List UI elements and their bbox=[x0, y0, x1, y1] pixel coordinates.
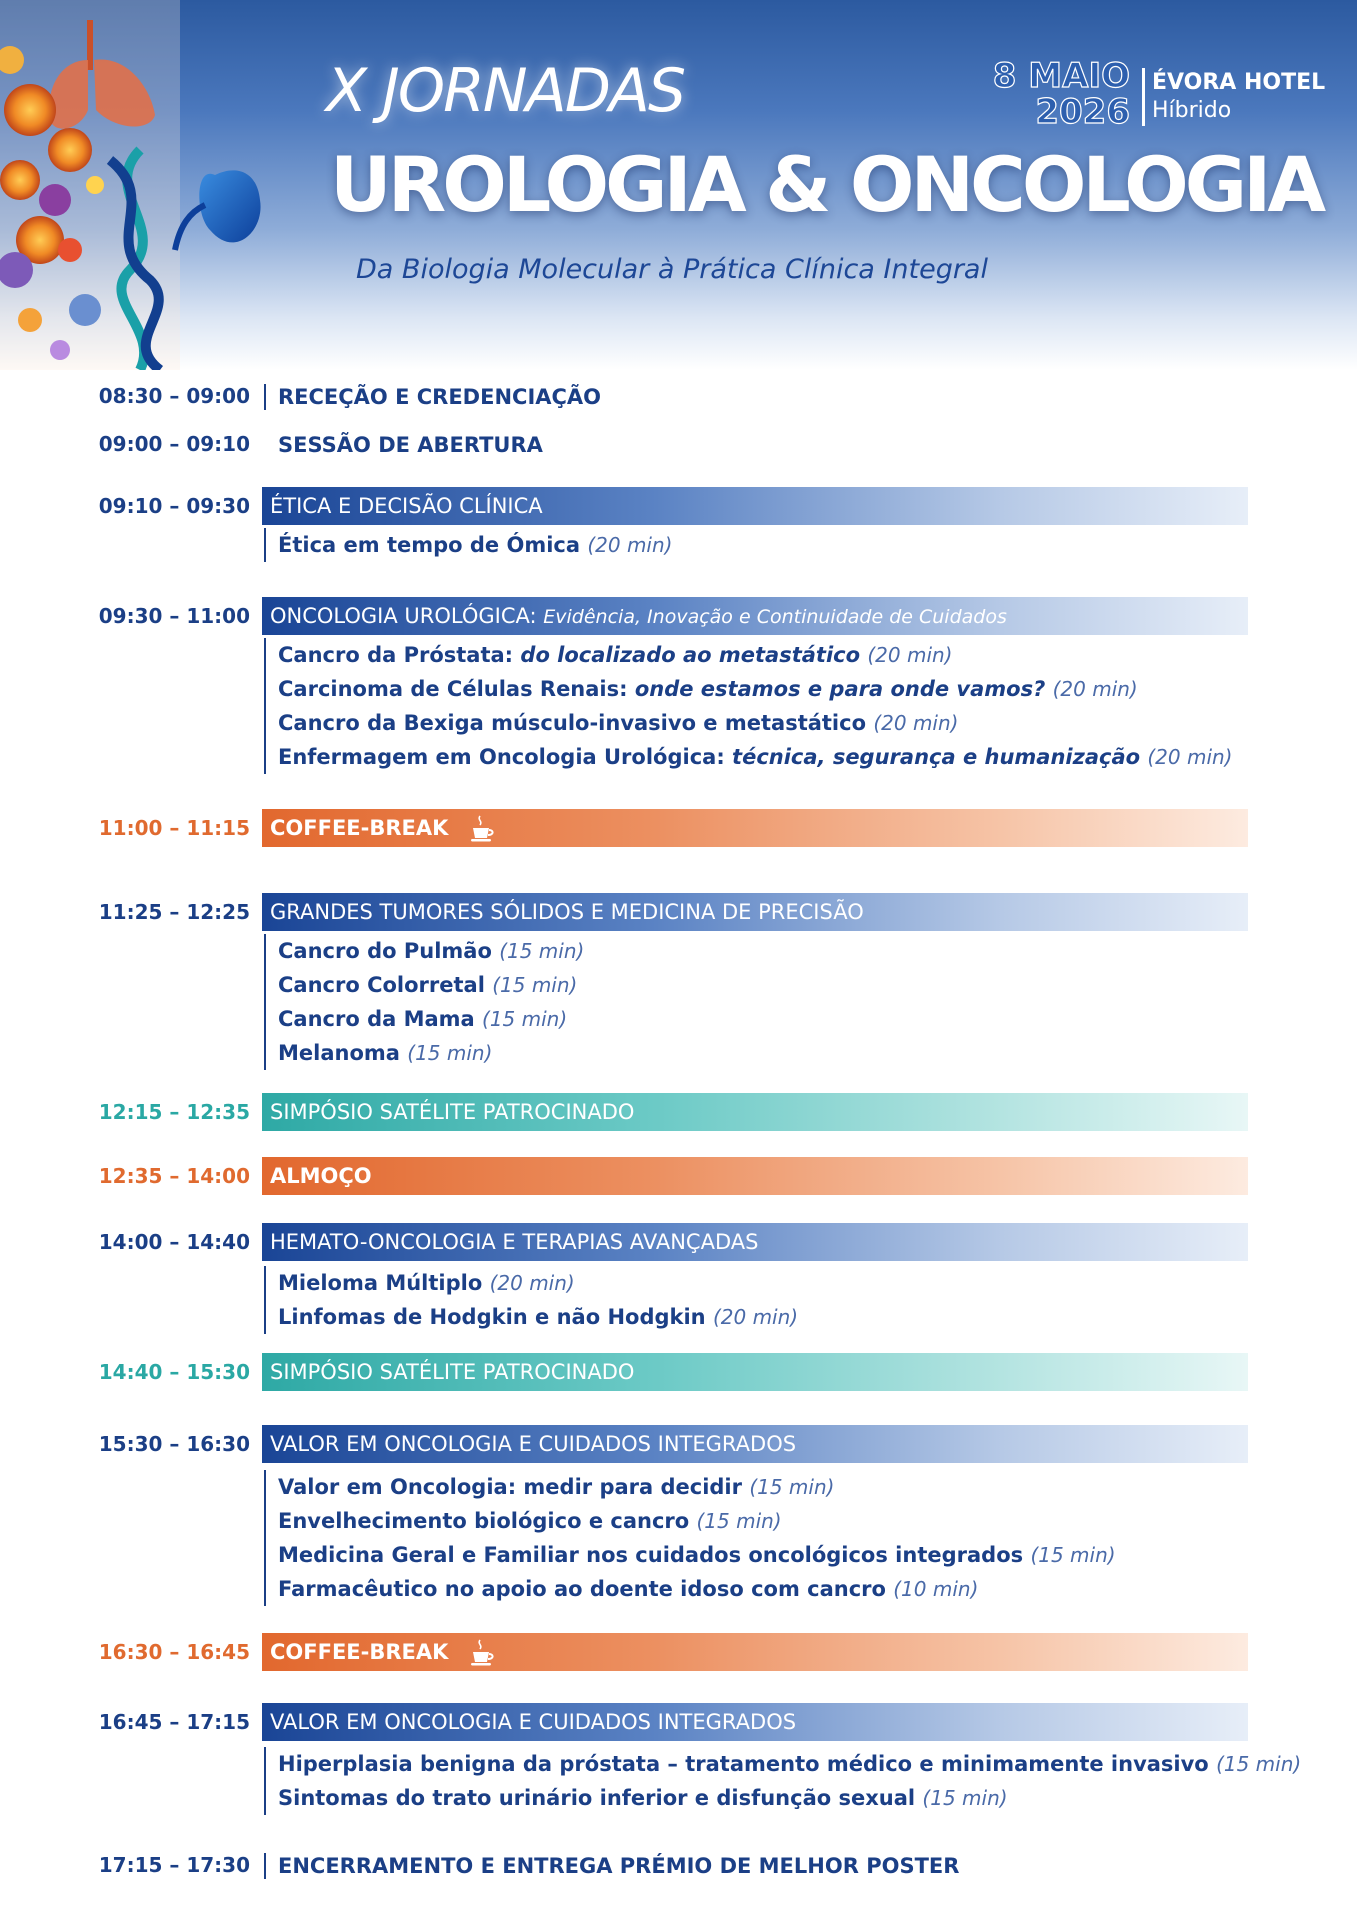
talk-duration: (20 min) bbox=[587, 533, 673, 557]
session-time: 14:40 – 15:30 bbox=[98, 1360, 250, 1384]
talk-title: Cancro da Próstata: bbox=[278, 643, 514, 667]
lunch-band bbox=[262, 1157, 1248, 1195]
talk-list bbox=[264, 1470, 1116, 1606]
talk-title: Melanoma bbox=[278, 1041, 400, 1065]
session-title: ALMOÇO bbox=[270, 1164, 372, 1188]
session-title: ENCERRAMENTO E ENTREGA PRÉMIO DE MELHOR POSTER bbox=[264, 1853, 959, 1879]
medical-illustration bbox=[0, 0, 270, 370]
session-subtitle: Evidência, Inovação e Continuidade de Cuidados bbox=[543, 606, 1007, 628]
talk-subtitle: onde estamos e para onde vamos? bbox=[634, 677, 1046, 701]
talk-item bbox=[278, 1538, 1116, 1572]
talk-subtitle: do localizado ao metastático bbox=[520, 643, 861, 667]
talk-item bbox=[278, 1036, 584, 1070]
talk-title: Cancro Colorretal bbox=[278, 973, 485, 997]
talk-duration: (15 min) bbox=[482, 1007, 568, 1031]
talk-duration: (20 min) bbox=[873, 711, 959, 735]
session-time: 16:30 – 16:45 bbox=[98, 1640, 250, 1664]
coffee-cup-icon bbox=[468, 814, 498, 844]
session-title: ONCOLOGIA UROLÓGICA: bbox=[270, 604, 537, 628]
session-time: 08:30 – 09:00 bbox=[98, 384, 250, 408]
talk-subtitle: técnica, segurança e humanização bbox=[732, 745, 1141, 769]
event-subtitle: Da Biologia Molecular à Prática Clínica Integral bbox=[356, 254, 988, 285]
talk-duration: (15 min) bbox=[407, 1041, 493, 1065]
session-time: 09:00 – 09:10 bbox=[98, 432, 250, 456]
session-time: 15:30 – 16:30 bbox=[98, 1432, 250, 1456]
session-time: 16:45 – 17:15 bbox=[98, 1710, 250, 1734]
session-time: 12:15 – 12:35 bbox=[98, 1100, 250, 1124]
session-band bbox=[262, 1425, 1248, 1463]
session-title: VALOR EM ONCOLOGIA E CUIDADOS INTEGRADOS bbox=[270, 1710, 797, 1734]
coffee-break-band bbox=[262, 809, 1248, 847]
talk-list bbox=[264, 638, 1233, 774]
session-time: 14:00 – 14:40 bbox=[98, 1230, 250, 1254]
talk-item bbox=[278, 638, 1233, 672]
event-mode: Híbrido bbox=[1152, 98, 1232, 123]
talk-title: Envelhecimento biológico e cancro bbox=[278, 1509, 690, 1533]
talk-title: Enfermagem em Oncologia Urológica: bbox=[278, 745, 725, 769]
session-title: SIMPÓSIO SATÉLITE PATROCINADO bbox=[270, 1100, 635, 1124]
talk-title: Mieloma Múltiplo bbox=[278, 1271, 483, 1295]
satellite-band bbox=[262, 1353, 1248, 1391]
session-time: 09:10 – 09:30 bbox=[98, 494, 250, 518]
event-date bbox=[960, 58, 1130, 130]
session-title: SIMPÓSIO SATÉLITE PATROCINADO bbox=[270, 1360, 635, 1384]
talk-duration: (20 min) bbox=[489, 1271, 575, 1295]
session-band bbox=[262, 1703, 1248, 1741]
talk-item bbox=[278, 934, 584, 968]
header-divider bbox=[1142, 68, 1145, 126]
talk-title: Cancro da Bexiga músculo-invasivo e metastático bbox=[278, 711, 867, 735]
session-time: 09:30 – 11:00 bbox=[98, 604, 250, 628]
session-band bbox=[262, 487, 1248, 525]
session-band bbox=[262, 1223, 1248, 1261]
satellite-band bbox=[262, 1093, 1248, 1131]
talk-list bbox=[264, 1747, 1301, 1815]
date-day-month: 8 MAIO bbox=[992, 56, 1130, 96]
talk-item bbox=[278, 706, 1233, 740]
talk-item bbox=[278, 1300, 798, 1334]
talk-duration: (15 min) bbox=[749, 1475, 835, 1499]
session-time: 11:25 – 12:25 bbox=[98, 900, 250, 924]
session-band bbox=[262, 893, 1248, 931]
session-title: SESSÃO DE ABERTURA bbox=[278, 433, 543, 457]
talk-item bbox=[278, 1747, 1301, 1781]
talk-title: Sintomas do trato urinário inferior e disfunção sexual bbox=[278, 1786, 916, 1810]
talk-duration: (15 min) bbox=[696, 1509, 782, 1533]
talk-list bbox=[264, 934, 584, 1070]
date-year: 2026 bbox=[1035, 92, 1130, 132]
talk-item bbox=[278, 1002, 584, 1036]
talk-list bbox=[264, 528, 672, 562]
event-title: UROLOGIA & ONCOLOGIA bbox=[330, 140, 1323, 229]
session-title: RECEÇÃO E CREDENCIAÇÃO bbox=[264, 384, 601, 410]
session-title: HEMATO-ONCOLOGIA E TERAPIAS AVANÇADAS bbox=[270, 1230, 759, 1254]
talk-duration: (15 min) bbox=[1216, 1752, 1302, 1776]
talk-item bbox=[278, 528, 672, 562]
session-title: VALOR EM ONCOLOGIA E CUIDADOS INTEGRADOS bbox=[270, 1432, 797, 1456]
session-time: 11:00 – 11:15 bbox=[98, 816, 250, 840]
talk-title: Hiperplasia benigna da próstata – tratamento médico e minimamente invasivo bbox=[278, 1752, 1209, 1776]
session-band bbox=[262, 597, 1248, 635]
edition-title: X JORNADAS bbox=[326, 56, 685, 126]
talk-duration: (20 min) bbox=[1147, 745, 1233, 769]
talk-item bbox=[278, 968, 584, 1002]
session-title: GRANDES TUMORES SÓLIDOS E MEDICINA DE PRECISÃO bbox=[270, 900, 864, 924]
session-time: 12:35 – 14:00 bbox=[98, 1164, 250, 1188]
kidney-icon bbox=[175, 170, 261, 250]
session-title: ÉTICA E DECISÃO CLÍNICA bbox=[270, 494, 543, 518]
header-banner bbox=[0, 0, 1357, 370]
talk-item bbox=[278, 1572, 1116, 1606]
talk-title: Medicina Geral e Familiar nos cuidados oncológicos integrados bbox=[278, 1543, 1024, 1567]
coffee-cup-icon bbox=[468, 1638, 498, 1668]
talk-list bbox=[264, 1266, 798, 1334]
session-title: COFFEE-BREAK bbox=[270, 1640, 449, 1664]
talk-title: Linfomas de Hodgkin e não Hodgkin bbox=[278, 1305, 706, 1329]
talk-title: Farmacêutico no apoio ao doente idoso com cancro bbox=[278, 1577, 886, 1601]
session-time: 17:15 – 17:30 bbox=[98, 1853, 250, 1877]
talk-item bbox=[278, 1781, 1301, 1815]
talk-item bbox=[278, 672, 1233, 706]
talk-duration: (15 min) bbox=[499, 939, 585, 963]
talk-duration: (20 min) bbox=[1052, 677, 1138, 701]
coffee-break-band bbox=[262, 1633, 1248, 1671]
talk-title: Cancro do Pulmão bbox=[278, 939, 492, 963]
talk-duration: (20 min) bbox=[867, 643, 953, 667]
talk-title: Cancro da Mama bbox=[278, 1007, 475, 1031]
talk-duration: (10 min) bbox=[893, 1577, 979, 1601]
talk-item bbox=[278, 1470, 1116, 1504]
talk-duration: (15 min) bbox=[922, 1786, 1008, 1810]
talk-title: Carcinoma de Células Renais: bbox=[278, 677, 628, 701]
talk-item bbox=[278, 740, 1233, 774]
venue-name: ÉVORA HOTEL bbox=[1152, 70, 1326, 95]
talk-duration: (15 min) bbox=[492, 973, 578, 997]
talk-item bbox=[278, 1266, 798, 1300]
talk-title: Valor em Oncologia: medir para decidir bbox=[278, 1475, 742, 1499]
talk-duration: (15 min) bbox=[1030, 1543, 1116, 1567]
talk-item bbox=[278, 1504, 1116, 1538]
session-title: COFFEE-BREAK bbox=[270, 816, 449, 840]
talk-title: Ética em tempo de Ómica bbox=[278, 533, 581, 557]
talk-duration: (20 min) bbox=[712, 1305, 799, 1329]
